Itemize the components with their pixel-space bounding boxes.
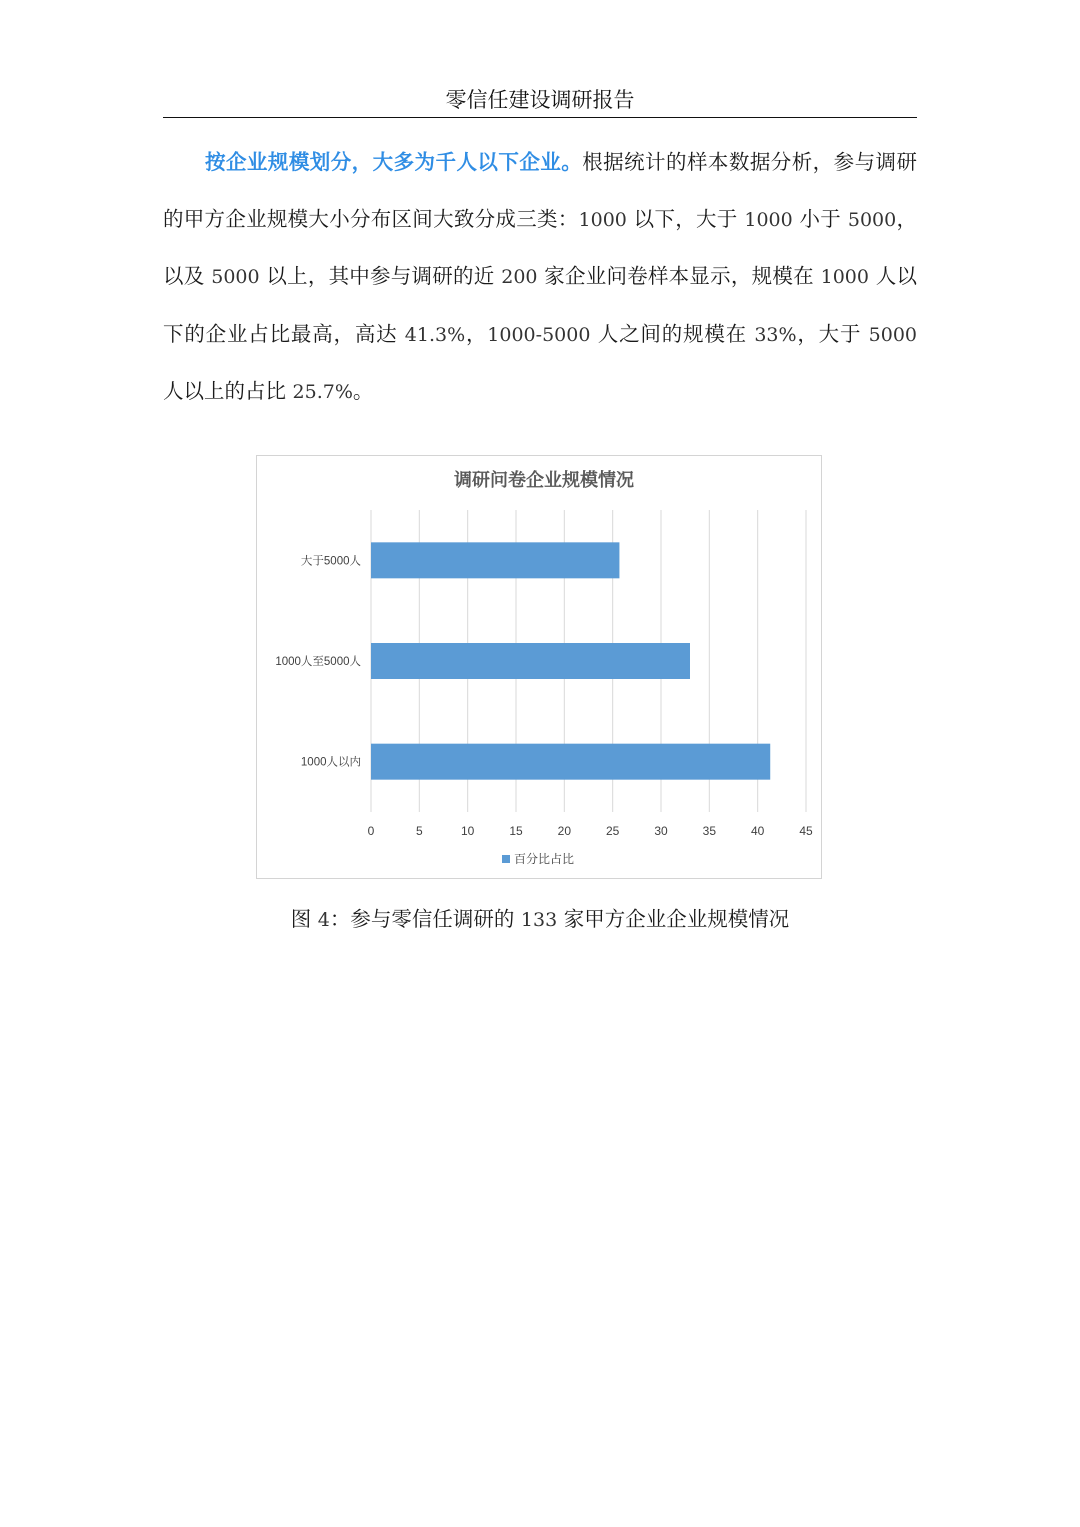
x-tick-label: 30: [654, 824, 668, 838]
bar-0: [371, 542, 619, 578]
paragraph-text: ，以及: [163, 206, 917, 288]
x-tick-label: 25: [605, 824, 620, 838]
paragraph-number: 5000: [868, 323, 917, 346]
caption-middle: ：参与零信任调研的: [329, 907, 521, 931]
paragraph-text: 以下，大于: [626, 206, 745, 231]
paragraph-number: 200: [501, 266, 538, 288]
bar-2: [371, 744, 770, 780]
paragraph-number: 1000: [744, 208, 793, 231]
header-title: 零信任建设调研报告: [445, 88, 635, 112]
x-tick-label: 10: [460, 824, 475, 838]
paragraph-text: ，大于: [796, 321, 869, 346]
x-tick-label: 20: [557, 824, 572, 838]
x-tick-label: 40: [750, 824, 765, 838]
paragraph-text: 人之间的规模在: [590, 321, 755, 346]
y-category-label: 1000人以内: [300, 756, 361, 769]
chart-title: 调研问卷企业规模情况: [454, 470, 634, 491]
paragraph-text: ，: [465, 321, 488, 346]
paragraph-number: 5000: [211, 266, 260, 288]
figure-caption: [163, 902, 917, 932]
chart-container: [256, 455, 822, 879]
paragraph-number: 1000: [578, 208, 627, 231]
paragraph-text: 人以下的企业占比最高，高达: [163, 264, 917, 346]
body-paragraph: [163, 134, 917, 421]
x-tick-label: 5: [415, 824, 423, 838]
x-tick-label: 45: [799, 824, 813, 838]
header-divider: [163, 117, 917, 118]
caption-figure-number: 4: [317, 909, 330, 931]
paragraph-text: 小于: [792, 206, 848, 231]
legend-label: 百分比占比: [514, 852, 575, 866]
paragraph-text: 以上，其中参与调研的近: [259, 264, 502, 288]
paragraph-number: 25.7%: [292, 381, 353, 403]
x-tick-label: 35: [702, 824, 717, 838]
bar-1: [371, 643, 690, 679]
paragraph-text: 根据统计的样本数据分析，参与调研的甲方企业规模大小分布区间大致分成三类：: [163, 150, 918, 231]
x-tick-label: 0: [367, 824, 375, 838]
paragraph-text: 。: [352, 379, 374, 403]
paragraph-number: 33%: [754, 323, 797, 346]
paragraph-number: 1000-5000: [487, 323, 591, 346]
caption-count: 133: [520, 909, 558, 931]
paragraph-number: 5000: [847, 208, 897, 231]
caption-suffix: 家甲方企业企业规模情况: [557, 907, 790, 931]
bar-chart: [257, 456, 823, 880]
y-category-label: 大于5000人: [300, 555, 361, 568]
paragraph-text: 人以上的占比: [163, 379, 293, 403]
legend-swatch: [502, 855, 510, 863]
paragraph-lead: 按企业规模划分，大多为千人以下企业。: [205, 150, 583, 174]
paragraph-number: 41.3%: [404, 323, 466, 346]
paragraph-number: 1000: [820, 266, 869, 288]
paragraph-text: 家企业问卷样本显示，规模在: [537, 264, 821, 288]
x-tick-label: 15: [509, 824, 523, 838]
paragraph-body: [163, 150, 917, 403]
y-category-label: 1000人至5000人: [275, 656, 361, 668]
caption-prefix: 图: [290, 907, 318, 931]
